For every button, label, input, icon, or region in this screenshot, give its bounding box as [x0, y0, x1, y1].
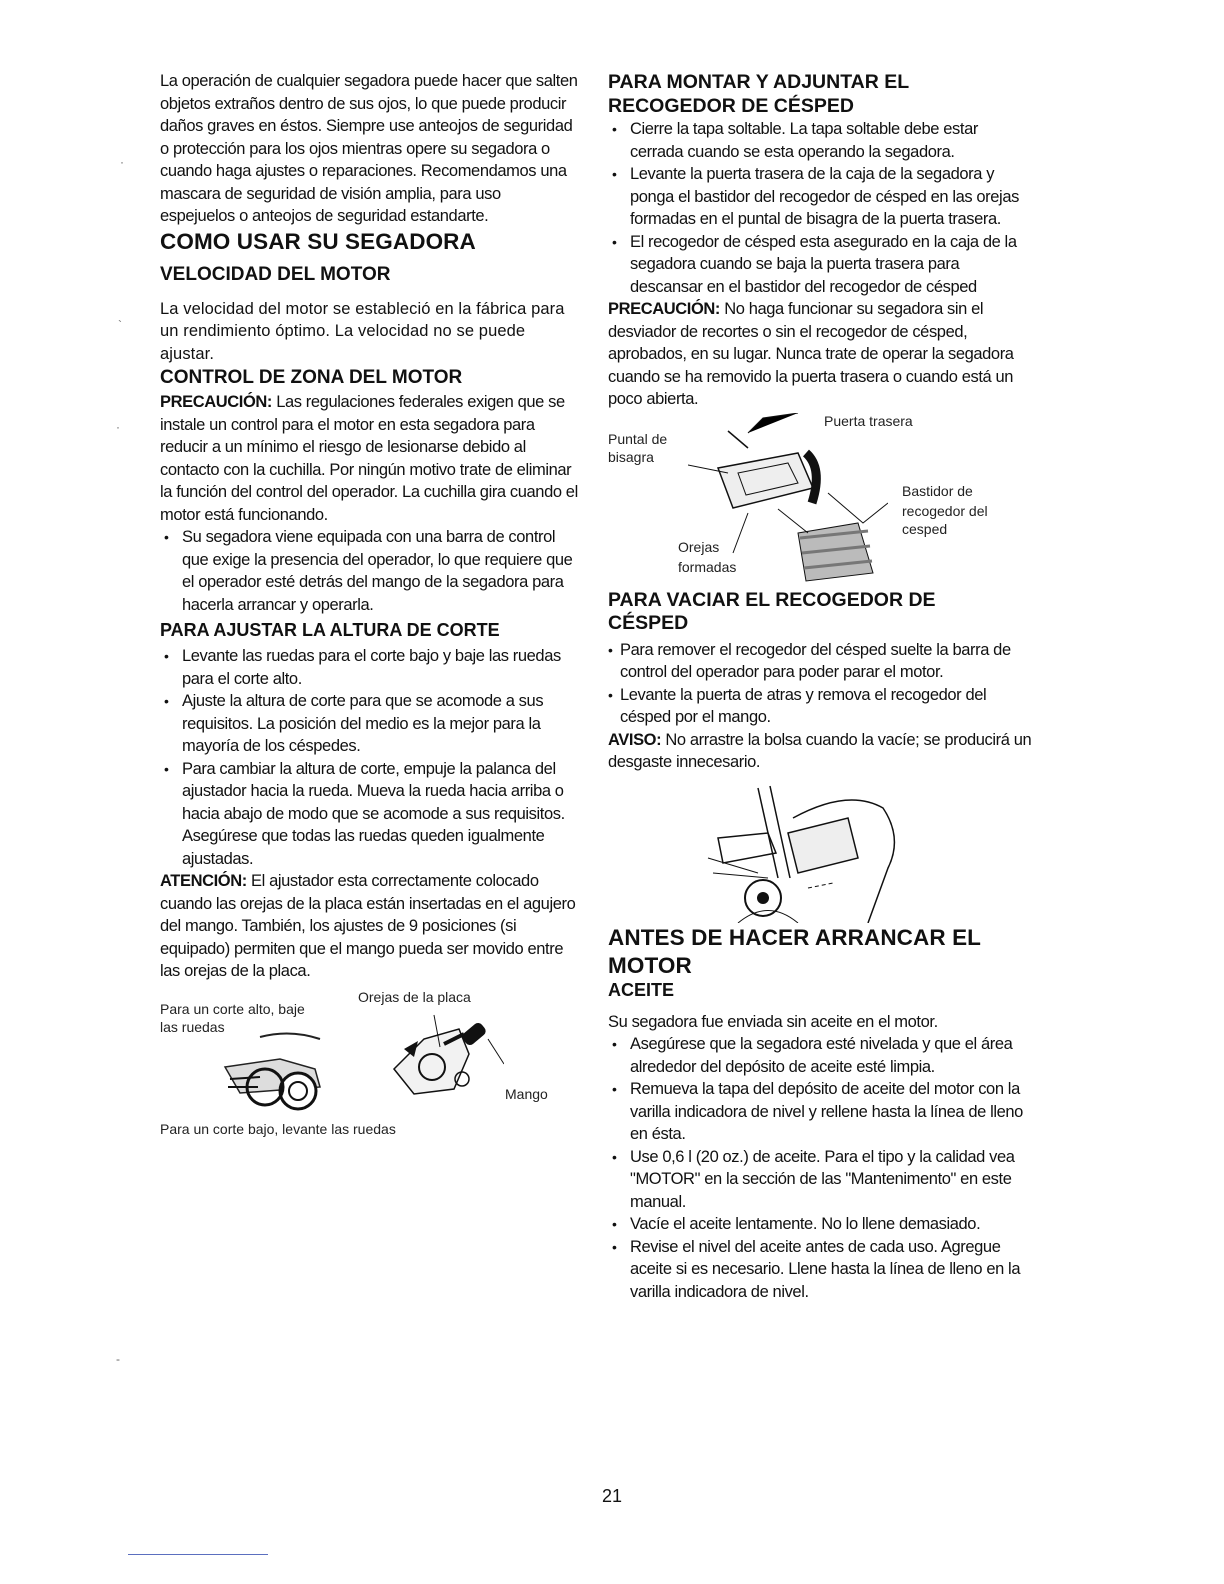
aceite-paragraph: Su segadora fue enviada sin aceite en el motor.	[608, 1012, 938, 1031]
wheel-illustration	[220, 1027, 330, 1117]
left-column	[160, 70, 578, 1143]
precaucion-text-right: No haga funcionar su segadora sin el desviador de recortes o sin el recogedor de césped, aprobados, en su lugar. Nunca trate de operar la segadora cuando se ha removido la puerta trasera o cuando está un poco abierta.	[608, 300, 1014, 408]
right-column	[608, 70, 1033, 1303]
margin-mark: `	[118, 318, 122, 332]
precaucion-paragraph	[160, 391, 578, 526]
aviso-paragraph	[608, 729, 1033, 774]
heading-aceite: ACEITE	[608, 979, 675, 1000]
list-item: • Use 0,6 l (20 oz.) de aceite. Para el tipo y la calidad vea "MOTOR" en la sección de las "Mantenimento" en este manual.	[608, 1146, 1033, 1214]
caption-mango: Mango	[505, 1085, 548, 1102]
caption-ruedas: las ruedas	[160, 1018, 225, 1035]
heading-antes: ANTES DE HACER ARRANCAR EL MOTOR	[608, 924, 981, 978]
caption-puerta-trasera: Puerta trasera	[824, 412, 913, 429]
precaucion-text: Las regulaciones federales exigen que se instale un control para el motor en esta segadora para reducir a un mínimo el riesgo de lesionarse debido al contacto con la cuchilla. Por ningún motivo trate de eliminar la función del control del operador. La cuchilla gira cuando el motor está funcionando.	[160, 393, 578, 524]
caption-bisagra: bisagra	[608, 448, 654, 465]
list-item: • El recogedor de césped esta asegurado en la caja de la segadora cuando se baja la puerta trasera para descansar en el bastidor del recogedor de césped	[608, 231, 1033, 299]
caption-puntal: Puntal de	[608, 430, 668, 447]
velocidad-paragraph: La velocidad del motor se estableció en la fábrica para un rendimiento óptimo. La velocidad no se puede ajustar.	[160, 299, 565, 363]
montar-list	[608, 118, 1033, 298]
list-item: • Ajuste la altura de corte para que se acomode a sus requisitos. La posición del medio es la mejor para la mayoría de los céspedes.	[160, 690, 578, 758]
caption-corte-bajo: Para un corte bajo, levante las ruedas	[160, 1120, 396, 1137]
intro-paragraph: La operación de cualquier segadora puede hacer que salten objetos extraños dentro de sus ojos, lo que puede producir daños graves en éstos. Siempre use anteojos de seguridad o protección para los ojos mientras opere su segadora o cuando haga ajustes o reparaciones. Recomendamos una mascara de seguridad de visión amplia, para uso espejuelos o anteojos de seguridad estandarte.	[160, 72, 578, 225]
margin-mark: -	[116, 1352, 120, 1366]
caption-bastidor-1: Bastidor de	[902, 482, 973, 499]
figure-rear-door	[608, 411, 1033, 589]
precaucion-label: PRECAUCIÓN:	[160, 393, 273, 411]
list-item: • Levante las ruedas para el corte bajo y baje las ruedas para el corte alto.	[160, 645, 578, 690]
list-item: • Levante la puerta de atras y remova el recogedor del césped por el mango.	[608, 684, 1033, 729]
list-item: • Remueva la tapa del depósito de aceite del motor con la varilla indicadora de nivel y rellene hasta la línea de lleno en ésta.	[608, 1078, 1033, 1146]
handle-illustration	[384, 1009, 504, 1104]
list-item: • Cierre la tapa soltable. La tapa soltable debe estar cerrada cuando se esta operando la segadora.	[608, 118, 1033, 163]
aceite-list	[608, 1033, 1033, 1303]
atencion-label: ATENCIÓN:	[160, 872, 247, 890]
heading-montar: PARA MONTAR Y ADJUNTAR EL RECOGEDOR DE CÉSPED	[608, 71, 909, 117]
page-number: 21	[601, 1486, 623, 1506]
list-item: • Levante la puerta trasera de la caja de la segadora y ponga el bastidor del recogedor de césped en las orejas formadas en el puntal de bisagra de la puerta trasera.	[608, 163, 1033, 231]
list-item: • Para remover el recogedor del césped suelte la barra de control del operador para poder parar el motor.	[608, 639, 1033, 684]
margin-mark: ·	[116, 420, 120, 434]
vaciar-list	[608, 639, 1033, 729]
caption-orejas-placa: Orejas de la placa	[358, 988, 471, 1005]
caption-orejas: Orejas	[678, 538, 720, 555]
heading-como-usar: COMO USAR SU SEGADORA	[160, 228, 476, 254]
footer-rule	[128, 1554, 268, 1555]
margin-mark: ·	[120, 155, 124, 169]
precaucion-label-right: PRECAUCIÓN:	[608, 300, 721, 318]
heading-control: CONTROL DE ZONA DEL MOTOR	[160, 367, 463, 388]
list-item: • Revise el nivel del aceite antes de cada uso. Agregue aceite si es necesario. Llene hasta la línea de lleno en la varilla indicadora de nivel.	[608, 1236, 1033, 1304]
precaucion-paragraph-right	[608, 298, 1033, 411]
figure-cutting-height	[160, 983, 578, 1143]
aviso-label: AVISO:	[608, 730, 662, 749]
list-item: • Vacíe el aceite lentamente. No lo llene demasiado.	[608, 1213, 1033, 1236]
atencion-text: El ajustador esta correctamente colocado cuando las orejas de la placa están insertadas en el agujero del mango. También, los ajustes de 9 posiciones (si equipado) permiten que el mango pueda ser movido entre las orejas de la placa.	[160, 872, 576, 980]
heading-vaciar: PARA VACIAR EL RECOGEDOR DE CÉSPED	[608, 588, 936, 634]
list-item: • Para cambiar la altura de corte, empuje la palanca del ajustador hacia la rueda. Mueva la rueda hacia arriba o hacia abajo de modo que se acomode a sus requisitos. Asegúrese que todas las ruedas queden igualmente ajustadas.	[160, 758, 578, 871]
atencion-paragraph	[160, 870, 578, 983]
caption-bastidor-2: recogedor del	[902, 502, 988, 519]
list-item: • Asegúrese que la segadora esté nivelada y que el área alrededor del depósito de aceite esté limpia.	[608, 1033, 1033, 1078]
caption-formadas: formadas	[678, 558, 737, 575]
aviso-text: No arrastre la bolsa cuando la vacíe; se producirá un desgaste innecesario.	[608, 730, 1032, 771]
caption-corte-alto: Para un corte alto, baje	[160, 1000, 305, 1017]
caption-bastidor-3: cesped	[902, 520, 948, 537]
figure-empty-bag	[608, 774, 1033, 924]
empty-bag-illustration	[698, 778, 898, 923]
list-item: • Su segadora viene equipada con una barra de control que exige la presencia del operador, lo que requiere que el operador esté detrás del mango de la segadora para hacerla arrancar y operarla.	[160, 526, 578, 616]
heading-velocidad: VELOCIDAD DEL MOTOR	[160, 263, 391, 285]
heading-altura: PARA AJUSTAR LA ALTURA DE CORTE	[160, 620, 500, 640]
altura-list	[160, 645, 578, 870]
rear-door-illustration	[688, 413, 888, 583]
control-list	[160, 526, 578, 616]
